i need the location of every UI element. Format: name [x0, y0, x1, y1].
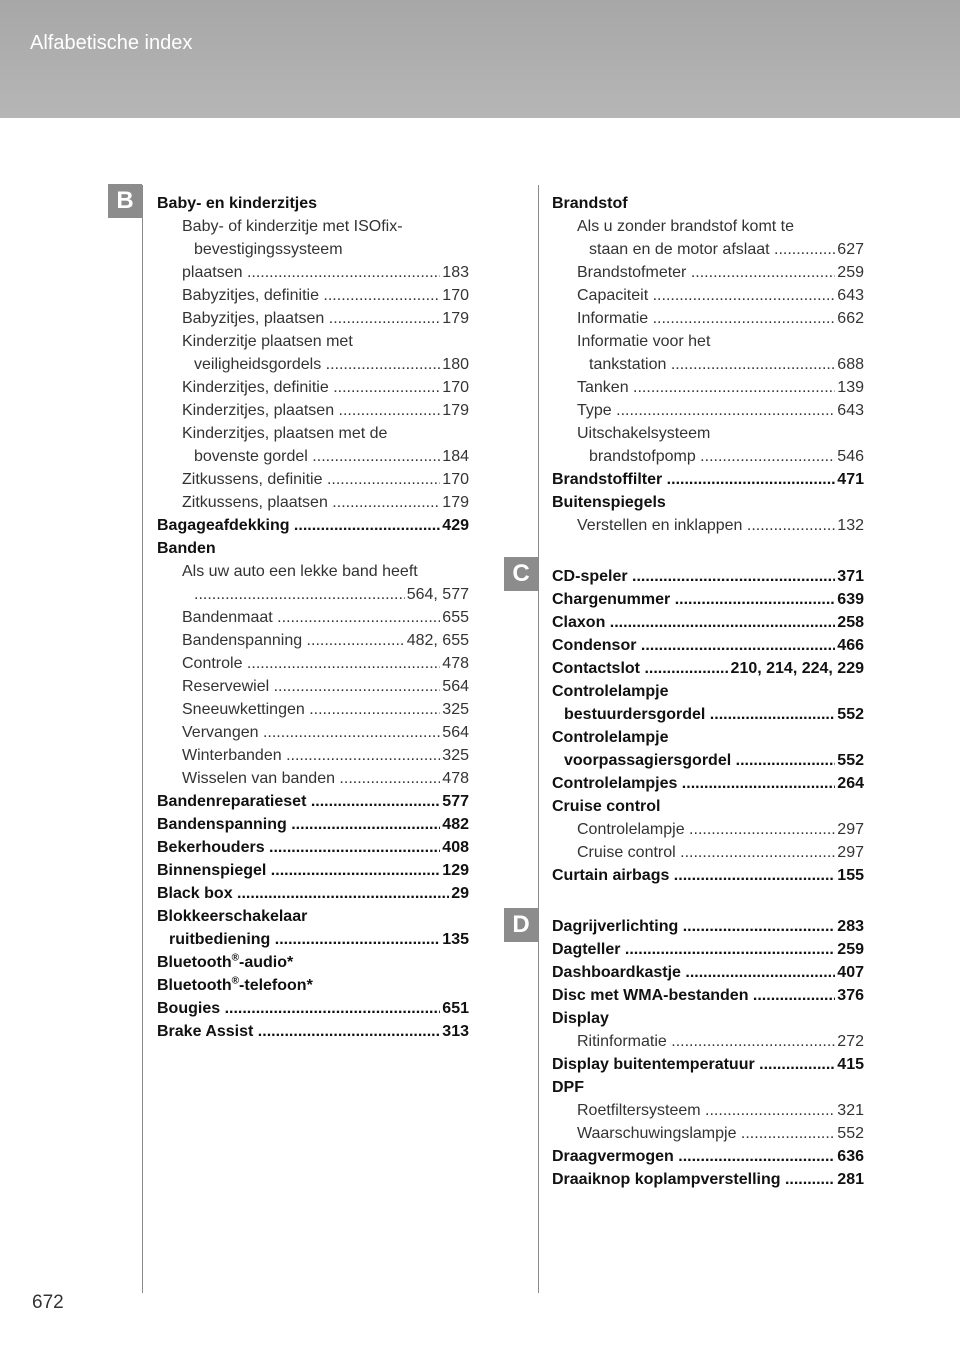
- index-subentry: Vervangen ..... 564: [182, 721, 469, 744]
- index-subentry: Kinderzitjes, plaatsen met de: [182, 425, 388, 442]
- index-subentry: bevestigingssysteem: [194, 241, 343, 258]
- section-tab-b: B: [108, 184, 142, 218]
- index-entry: Bluetooth®-telefoon*: [157, 975, 313, 994]
- index-entry: Condensor ..... 466: [552, 634, 864, 657]
- index-entry: Disc met WMA-bestanden ..... 376: [552, 984, 864, 1007]
- index-subentry: Zitkussens, definitie ..... 170: [182, 468, 469, 491]
- index-entry: Blokkeerschakelaar: [157, 908, 308, 925]
- index-subentry: Controle ..... 478: [182, 652, 469, 675]
- index-subentry: Kinderzitjes, definitie ..... 170: [182, 376, 469, 399]
- index-entry: Controlelampje: [552, 683, 669, 700]
- index-subentry: Baby- of kinderzitje met ISOfix-: [182, 218, 403, 235]
- index-entry: Claxon ..... 258: [552, 611, 864, 634]
- index-subentry: Winterbanden ..... 325: [182, 744, 469, 767]
- index-subentry: Brandstofmeter ..... 259: [577, 261, 864, 284]
- index-entry: Bluetooth®-audio*: [157, 952, 294, 971]
- index-entry: CD-speler ..... 371: [552, 565, 864, 588]
- column-divider-left: [142, 185, 143, 1293]
- index-column-left: [157, 192, 469, 1043]
- index-entry: Controlelampje: [552, 729, 669, 746]
- index-subentry: Capaciteit ..... 643: [577, 284, 864, 307]
- index-subentry: Bandenspanning ..... 482, 655: [182, 629, 469, 652]
- index-entry: Bagageafdekking ..... 429: [157, 514, 469, 537]
- index-subentry: Bandenmaat ..... 655: [182, 606, 469, 629]
- index-entry: Bekerhouders ..... 408: [157, 836, 469, 859]
- index-entry: Contactslot ..... 210, 214, 224, 229: [552, 657, 864, 680]
- index-entry: Display buitentemperatuur ..... 415: [552, 1053, 864, 1076]
- section-tab-c: C: [504, 557, 538, 591]
- index-subentry: Verstellen en inklappen ..... 132: [577, 514, 864, 537]
- index-entry: Brandstoffilter ..... 471: [552, 468, 864, 491]
- index-subentry: Cruise control ..... 297: [577, 841, 864, 864]
- index-entry: Bougies ..... 651: [157, 997, 469, 1020]
- index-entry: Dagrijverlichting ..... 283: [552, 915, 864, 938]
- index-subentry: Wisselen van banden ..... 478: [182, 767, 469, 790]
- index-subentry: Sneeuwkettingen ..... 325: [182, 698, 469, 721]
- index-subentry: Ritinformatie ..... 272: [577, 1030, 864, 1053]
- index-entry: Baby- en kinderzitjes: [157, 195, 318, 212]
- index-subentry: Type ..... 643: [577, 399, 864, 422]
- index-subentry: ..... 564, 577: [194, 583, 469, 606]
- index-subentry: Babyzitjes, definitie ..... 170: [182, 284, 469, 307]
- index-subentry: Roetfiltersysteem ..... 321: [577, 1099, 864, 1122]
- header-title: Alfabetische index: [30, 32, 193, 54]
- index-subentry: Waarschuwingslampje ..... 552: [577, 1122, 864, 1145]
- index-entry: Brandstof: [552, 195, 628, 212]
- index-column-right: [552, 192, 864, 1191]
- index-entry: ruitbediening ..... 135: [169, 928, 469, 951]
- index-entry: Draagvermogen ..... 636: [552, 1145, 864, 1168]
- index-subentry: Als uw auto een lekke band heeft: [182, 563, 418, 580]
- index-entry: Controlelampjes ..... 264: [552, 772, 864, 795]
- page-number: 672: [32, 1292, 64, 1313]
- index-subentry: tankstation ..... 688: [589, 353, 864, 376]
- index-subentry: Kinderzitjes, plaatsen ..... 179: [182, 399, 469, 422]
- index-subentry: Kinderzitje plaatsen met: [182, 333, 353, 350]
- index-entry: Brake Assist ..... 313: [157, 1020, 469, 1043]
- index-entry: Binnenspiegel ..... 129: [157, 859, 469, 882]
- index-subentry: veiligheidsgordels ..... 180: [194, 353, 469, 376]
- index-entry: voorpassagiersgordel ..... 552: [564, 749, 864, 772]
- index-entry: Curtain airbags ..... 155: [552, 864, 864, 887]
- section-tab-d: D: [504, 908, 538, 942]
- index-entry: Bandenspanning ..... 482: [157, 813, 469, 836]
- index-subentry: bovenste gordel ..... 184: [194, 445, 469, 468]
- index-entry: Draaiknop koplampverstelling ..... 281: [552, 1168, 864, 1191]
- index-subentry: Controlelampje ..... 297: [577, 818, 864, 841]
- index-entry: Dagteller ..... 259: [552, 938, 864, 961]
- index-subentry: plaatsen ..... 183: [182, 261, 469, 284]
- index-entry: Banden: [157, 540, 216, 557]
- index-entry: Cruise control: [552, 798, 661, 815]
- index-subentry: Uitschakelsysteem: [577, 425, 711, 442]
- index-subentry: Als u zonder brandstof komt te: [577, 218, 794, 235]
- index-entry: Display: [552, 1010, 609, 1027]
- index-subentry: brandstofpomp ..... 546: [589, 445, 864, 468]
- index-entry: DPF: [552, 1079, 584, 1096]
- index-entry: Dashboardkastje ..... 407: [552, 961, 864, 984]
- index-subentry: staan en de motor afslaat ..... 627: [589, 238, 864, 261]
- column-divider-right: [538, 185, 539, 1293]
- index-subentry: Informatie voor het: [577, 333, 711, 350]
- index-entry: Bandenreparatieset ..... 577: [157, 790, 469, 813]
- index-subentry: Zitkussens, plaatsen ..... 179: [182, 491, 469, 514]
- index-entry: Buitenspiegels: [552, 494, 666, 511]
- index-subentry: Tanken ..... 139: [577, 376, 864, 399]
- index-subentry: Babyzitjes, plaatsen ..... 179: [182, 307, 469, 330]
- index-subentry: Reservewiel ..... 564: [182, 675, 469, 698]
- index-entry: bestuurdersgordel ..... 552: [564, 703, 864, 726]
- index-subentry: Informatie ..... 662: [577, 307, 864, 330]
- index-entry: Black box ..... 29: [157, 882, 469, 905]
- page-header: [0, 0, 960, 118]
- index-entry: Chargenummer ..... 639: [552, 588, 864, 611]
